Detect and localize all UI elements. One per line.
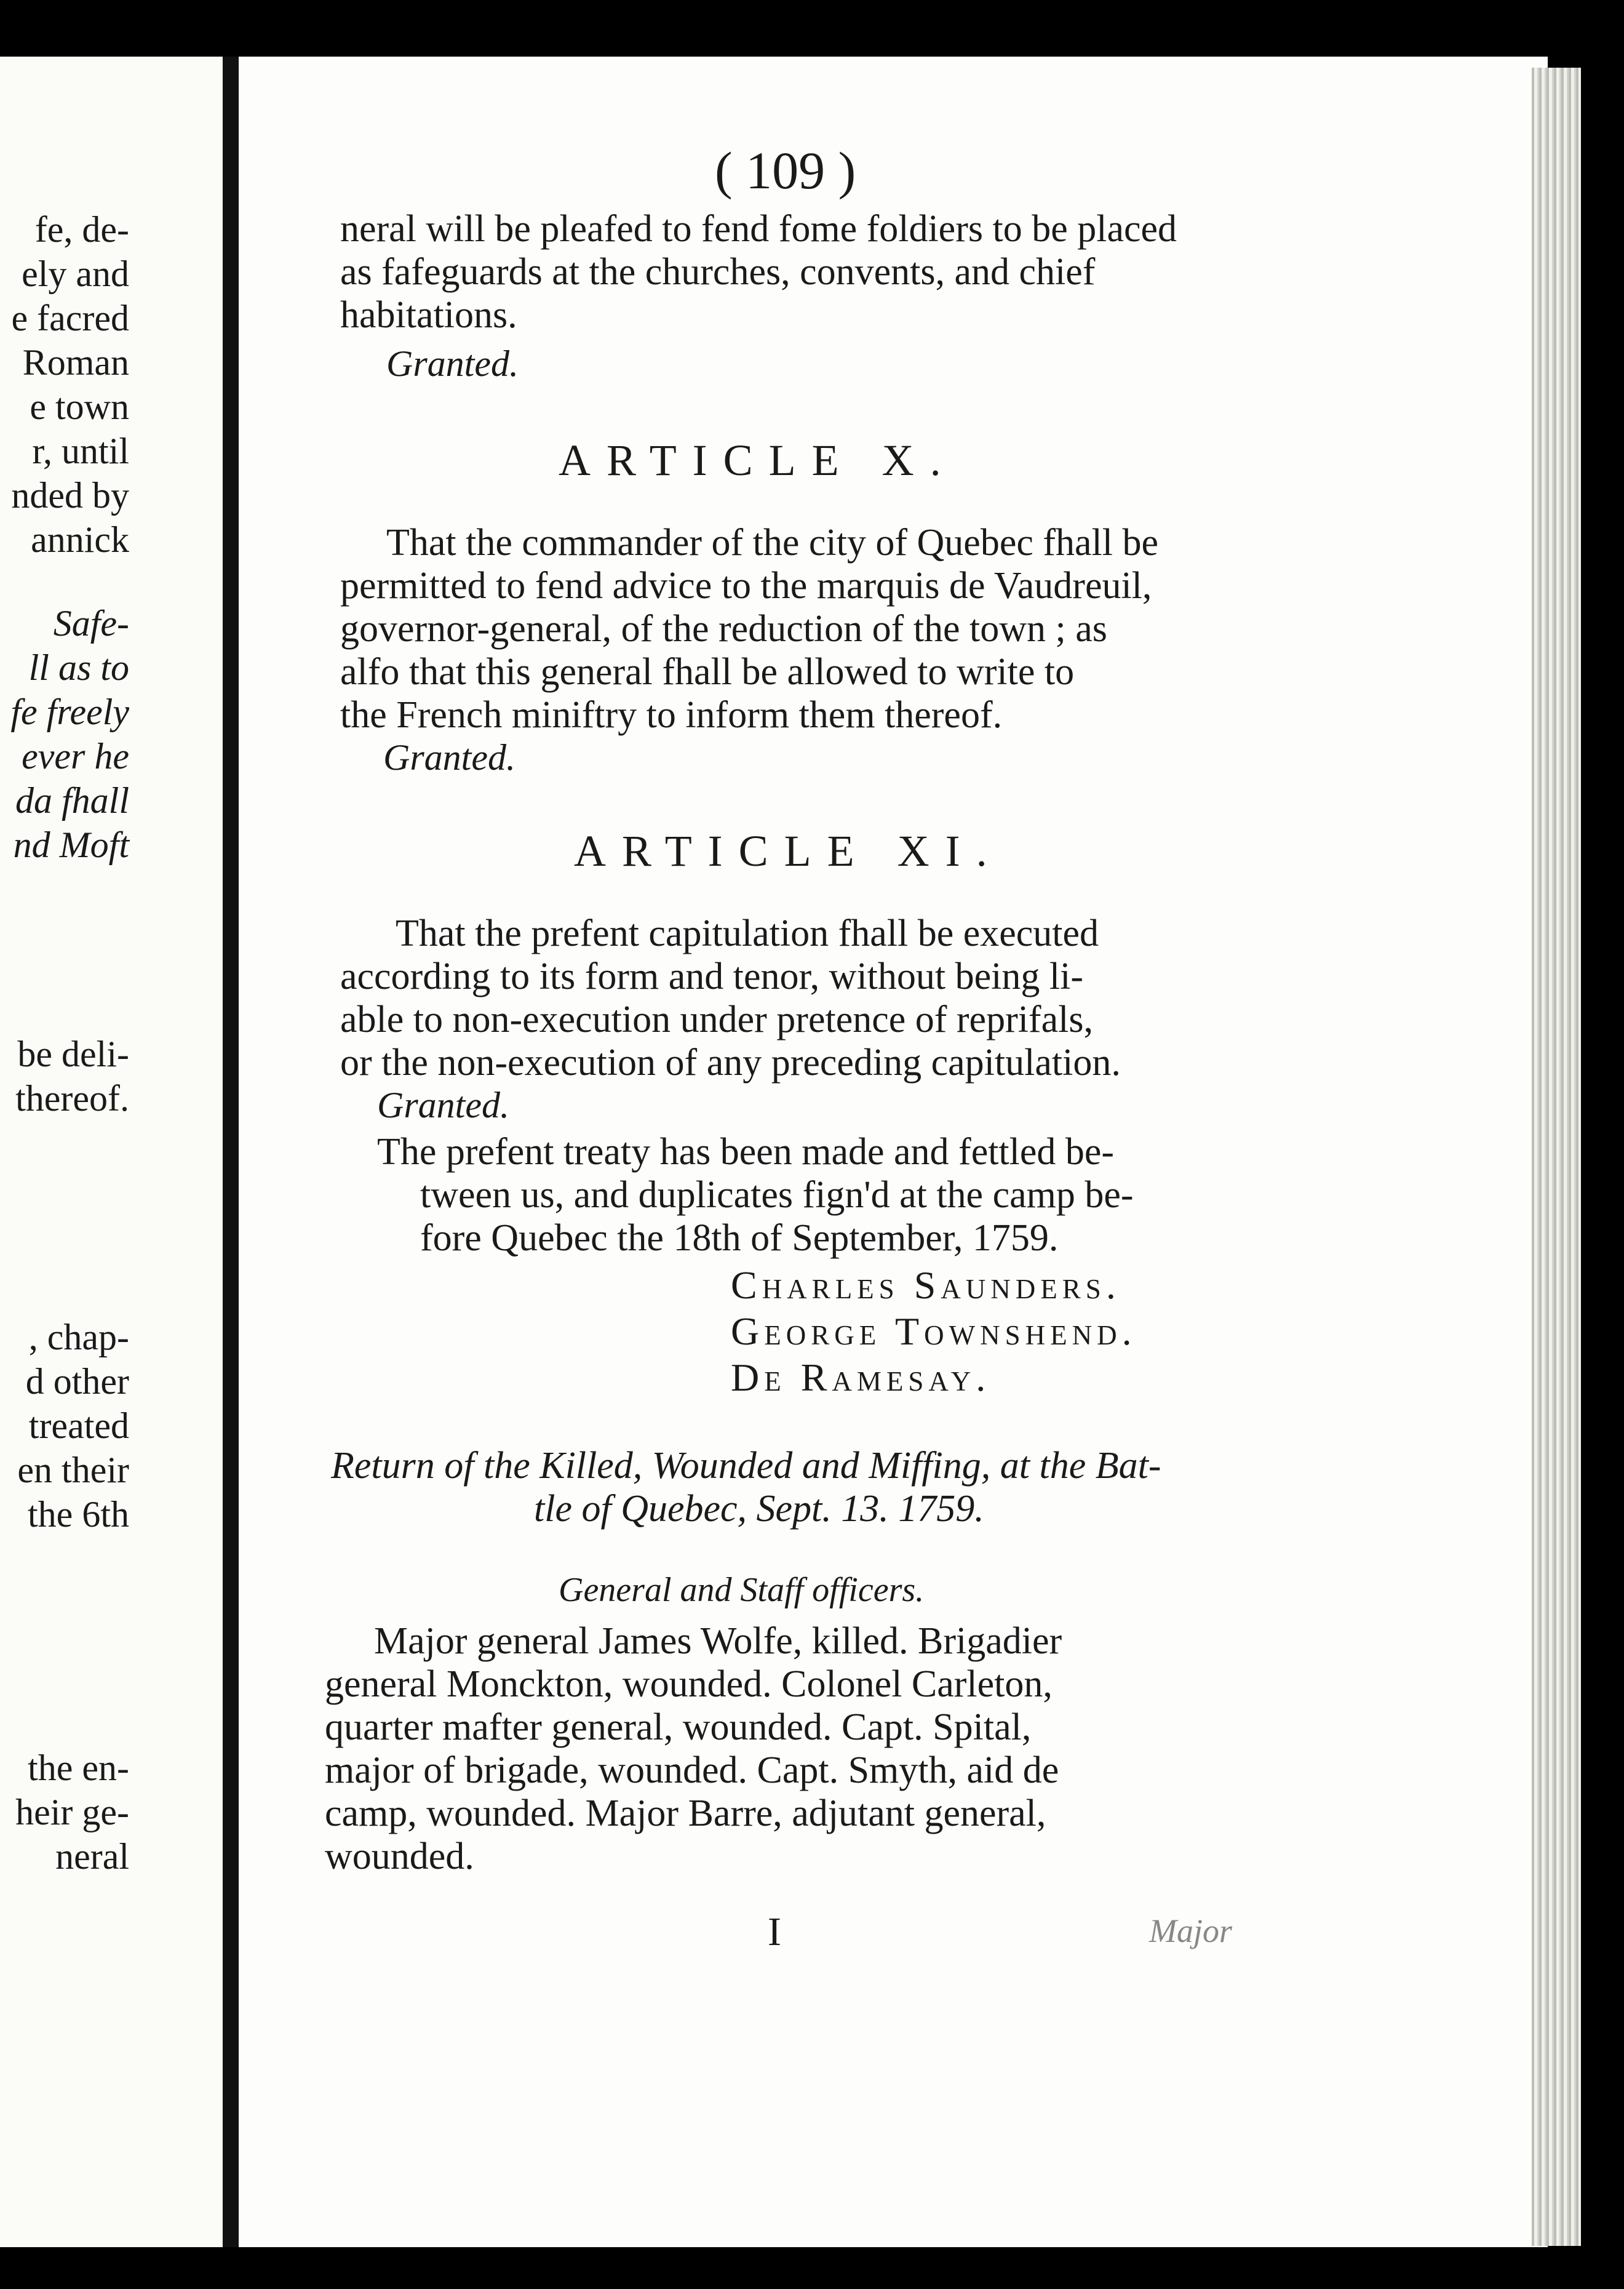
text-line: wounded. [325,1836,474,1877]
catchword: Major [1149,1912,1232,1949]
text-line: alfo that this general fhall be allowed to write to [340,651,1075,693]
text-line: or the non-execution of any preceding capitulation. [340,1042,1121,1084]
left-line: heir ge- [15,1792,129,1832]
text-line: able to non-execution under pretence of reprifals, [340,999,1093,1041]
signature-townshend: George Townshend. [731,1309,1137,1353]
left-line: d other [25,1361,129,1402]
left-line: e town [30,386,129,427]
return-title [331,1444,1500,1530]
left-line: r, until [32,431,129,471]
left-line: nded by [11,475,129,516]
left-lines-lower [0,1315,129,1536]
signature-ramesay: De Ramesay. [731,1356,991,1399]
text-line: governor-general, of the reduction of the town ; as [340,608,1107,650]
granted-label: Granted. [386,343,519,384]
left-line: treated [28,1405,129,1446]
left-line: da fhall [15,780,129,821]
left-line: ll as to [28,647,129,688]
article-11-paragraph [340,912,1509,1084]
text-line: major of brigade, wounded. Capt. Smyth, aid de [325,1749,1059,1791]
left-line: nd Moft [13,825,129,865]
granted-label: Granted. [383,737,515,778]
right-page [239,57,1548,2247]
text-line: That the commander of the city of Quebec fhall be [386,522,1158,564]
text-line: fore Quebec the 18th of September, 1759. [420,1217,1059,1259]
page-edge-stack [1532,68,1581,2246]
text-line: general Monckton, wounded. Colonel Carleton, [325,1663,1053,1705]
granted-label: Granted. [377,1085,509,1125]
section-heading: General and Staff officers. [559,1571,925,1609]
left-line: ely and [22,254,129,294]
text-line: habitations. [340,294,517,336]
left-line: ever he [22,736,129,777]
text-line: quarter mafter general, wounded. Capt. Spital, [325,1706,1032,1748]
left-line: neral [55,1836,129,1877]
officers-paragraph [325,1620,1494,1878]
left-lines-bottom [0,1746,129,1879]
left-lines-italic [0,601,129,867]
left-line: fe, de- [34,209,129,250]
text-line: tween us, and duplicates fign'd at the camp be- [420,1174,1134,1216]
text-line: the French miniftry to inform them thereof. [340,694,1003,736]
intro-paragraph [340,207,1509,337]
text-line: permitted to fend advice to the marquis de Vaudreuil, [340,565,1152,607]
left-line: en their [17,1450,129,1490]
book-gutter [223,57,239,2247]
left-line: the 6th [28,1494,129,1535]
left-page-fragment [0,57,223,2247]
text-line: The prefent treaty has been made and fettled be- [377,1131,1115,1173]
text-line: as fafeguards at the churches, convents, and chief [340,251,1096,293]
left-lines-top [0,207,129,562]
left-line: annick [31,519,129,560]
text-line: according to its form and tenor, without being li- [340,956,1083,997]
signature-mark: I [768,1909,781,1954]
text-line: Major general James Wolfe, killed. Brigadier [374,1620,1062,1662]
left-line: Roman [22,342,129,383]
page-number: ( 109 ) [715,141,856,200]
left-line: the en- [28,1748,129,1788]
treaty-paragraph [377,1130,1546,1260]
left-line: fe freely [10,692,129,732]
article-10-heading: ARTICLE X. [559,436,957,485]
left-line: e facred [11,298,129,338]
text-line: tle of Quebec, Sept. 13. 1759. [534,1488,984,1530]
left-line: , chap- [28,1317,129,1357]
text-line: That the prefent capitulation fhall be executed [396,913,1099,954]
left-line: be deli- [17,1034,129,1074]
signature-saunders: Charles Saunders. [731,1263,1121,1307]
article-11-heading: ARTICLE XI. [574,826,1003,876]
text-line: camp, wounded. Major Barre, adjutant general, [325,1792,1046,1834]
text-line: Return of the Killed, Wounded and Miffing, at the Bat- [331,1445,1161,1487]
left-lines-mid [0,1032,129,1121]
text-line: neral will be pleafed to fend fome foldiers to be placed [340,208,1177,250]
article-10-paragraph [340,521,1509,737]
left-line: Safe- [53,603,129,644]
left-line: thereof. [15,1078,129,1119]
